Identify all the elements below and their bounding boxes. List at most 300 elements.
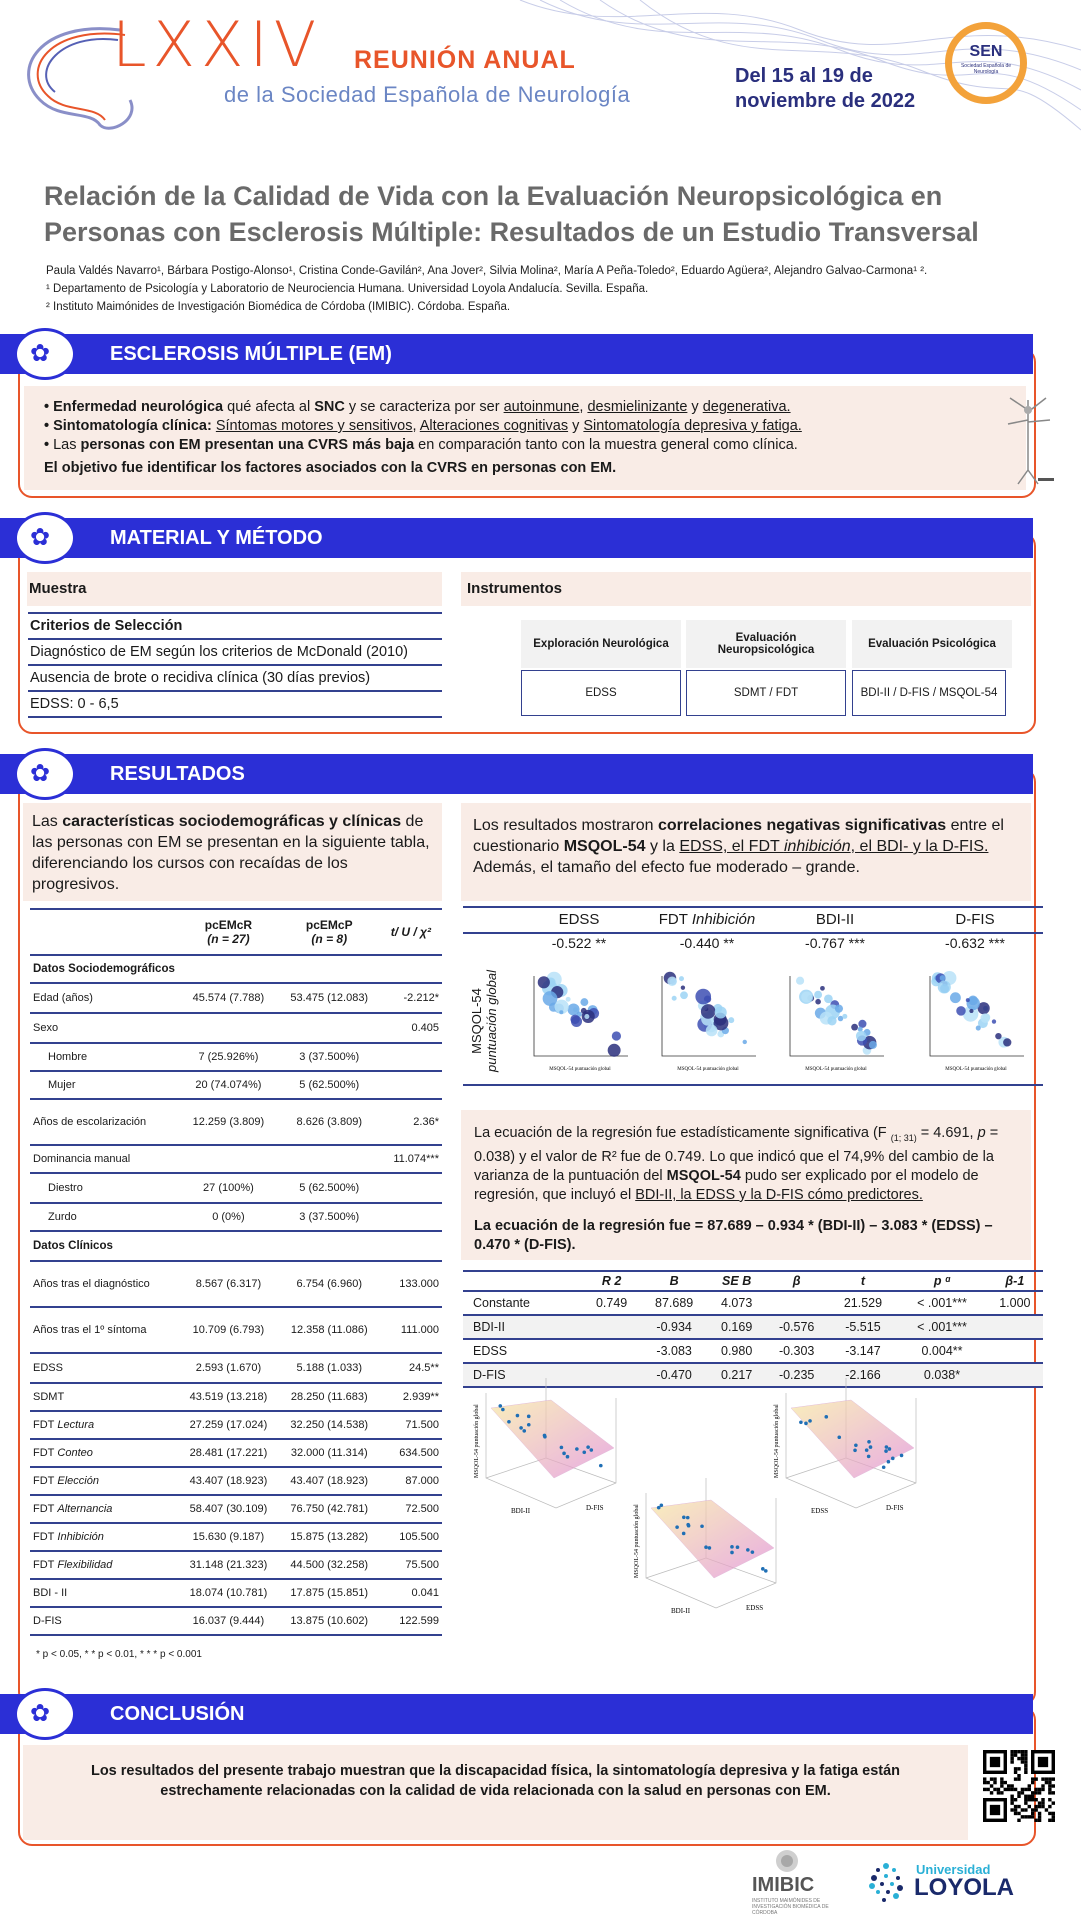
loyola-dot	[896, 1876, 900, 1880]
qr-module	[1010, 1788, 1013, 1791]
reg-table-cell: 1.000	[999, 1296, 1031, 1310]
table-row	[30, 1203, 442, 1231]
qr-module	[1000, 1791, 1003, 1794]
table-cell: 5 (62.500%)	[299, 1182, 360, 1194]
table-row	[30, 1607, 442, 1635]
table-cell: 44.500 (32.258)	[290, 1559, 369, 1571]
reg-table-cell: < .001***	[917, 1320, 967, 1334]
corr-label-edss: EDSS	[558, 911, 600, 928]
plot3d-point	[730, 1545, 734, 1549]
qr-module	[1028, 1788, 1031, 1791]
corr-bottom-line	[463, 1084, 1043, 1086]
reg-table-cell	[987, 1315, 1043, 1339]
table-cell: 0.041	[411, 1587, 439, 1599]
qr-module	[1034, 1791, 1037, 1794]
qr-module	[1045, 1808, 1048, 1811]
table-cell: 7 (25.926%)	[198, 1051, 259, 1063]
qr-module	[1031, 1815, 1034, 1818]
table-cell: 2.36*	[413, 1116, 439, 1128]
plot3d-point	[575, 1447, 579, 1451]
imibic-subtitle: INSTITUTO MAIMÓNIDES DE INVESTIGACIÓN BIOMÉDICA DE CÓRDOBA	[752, 1898, 829, 1916]
sen-logo-text: SEN	[969, 43, 1003, 60]
inst-val-neuro: EDSS	[521, 670, 681, 716]
th-pcemcp-a: pcEMcP	[305, 918, 353, 932]
plot3d-ylabel: EDSS	[746, 1604, 764, 1612]
scatter-point	[571, 1016, 582, 1027]
qr-module	[1021, 1788, 1024, 1791]
scatter-point	[1003, 1038, 1011, 1046]
qr-module	[1038, 1819, 1041, 1822]
qr-module	[1000, 1777, 1003, 1780]
qr-module	[1048, 1777, 1051, 1780]
scatter-plot-3	[930, 971, 1024, 1072]
em-objective: El objetivo fue identificar los factores asociados con la CVRS en personas con EM.	[44, 460, 617, 476]
scatter-point	[559, 1010, 563, 1014]
table-row	[30, 1013, 442, 1043]
demographics-table	[30, 908, 442, 1636]
em-b3-t1: Las	[53, 437, 81, 453]
reg-table-cell: -0.303	[778, 1344, 815, 1358]
reg-header-cell: SE B	[722, 1274, 752, 1288]
scatter-point	[992, 1019, 996, 1023]
qr-module	[1048, 1819, 1051, 1822]
table-row	[30, 1495, 442, 1523]
table-cell: 71.500	[405, 1419, 439, 1431]
qr-module	[1021, 1753, 1024, 1756]
reg-table-cell: -0.576	[778, 1320, 815, 1334]
row-label	[30, 1607, 178, 1635]
scatter-plot-1	[662, 972, 756, 1072]
qr-module	[990, 1777, 993, 1780]
criterio-3: EDSS: 0 - 6,5	[28, 692, 442, 718]
qr-module	[1014, 1777, 1017, 1780]
table-cell	[178, 1145, 279, 1173]
reg-table-cell	[987, 1339, 1043, 1363]
table-cell: 72.500	[405, 1503, 439, 1515]
row-label	[30, 1579, 178, 1607]
qr-module	[1031, 1781, 1034, 1784]
qr-module	[1048, 1781, 1051, 1784]
table-cell: 12.259 (3.809)	[192, 1116, 265, 1128]
em-b2-u1: Síntomas motores y sensitivos	[215, 418, 413, 434]
plot3d-point	[865, 1448, 869, 1452]
table-row	[30, 1099, 442, 1145]
regression-equation: La ecuación de la regresión fue = 87.689 – 0.934 * (BDI-II) – 3.083 * (EDSS) – 0.470 * (D-FIS).	[474, 1217, 993, 1253]
plot3d-point	[704, 1545, 708, 1549]
qr-module	[983, 1777, 986, 1780]
em-bullet-3	[44, 436, 964, 455]
loyola-dot	[871, 1875, 877, 1881]
inst-head-neuropsico: Evaluación Neuropsicológica	[686, 620, 846, 668]
plot3d-point	[887, 1460, 891, 1464]
em-b2-sep2: y	[568, 418, 584, 434]
corr-label-fdt-italic: Inhibición	[691, 911, 756, 928]
table-cell: 27 (100%)	[203, 1182, 254, 1194]
loyola-emblem-icon	[864, 1860, 908, 1904]
corr-ylabel	[438, 970, 530, 1072]
qr-module	[993, 1781, 996, 1784]
row-label	[30, 1173, 178, 1203]
plot3d-point	[854, 1444, 858, 1448]
reg-table-body	[463, 1291, 1043, 1387]
qr-module	[1041, 1798, 1044, 1801]
criterio-2: Ausencia de brote o recidiva clínica (30 días previos)	[28, 666, 442, 692]
table-cell: 2.593 (1.670)	[195, 1362, 262, 1374]
qr-module	[1034, 1819, 1037, 1822]
table-row	[30, 1071, 442, 1099]
inst-head-psico: Evaluación Psicológica	[852, 620, 1012, 668]
rr-u2: , el BDI- y la D-FIS.	[850, 838, 989, 855]
scatter-point	[814, 991, 822, 999]
plot3d-point	[682, 1515, 686, 1519]
row-label	[30, 1261, 178, 1307]
qr-module	[983, 1781, 986, 1784]
table-cell: 12.358 (11.086)	[290, 1324, 368, 1336]
table-cell: 0.405	[411, 1022, 439, 1034]
table-cell	[178, 1013, 279, 1043]
table-cell	[380, 1071, 442, 1099]
reg-header-cell: p ᵅ	[933, 1274, 951, 1288]
row-label-text: Dominancia manual	[33, 1153, 131, 1165]
scatter-point	[851, 1024, 858, 1031]
scatter-point	[820, 986, 825, 991]
table-cell: 32.000 (11.314)	[290, 1447, 368, 1459]
scatter-point	[584, 1014, 589, 1019]
table-cell: 75.500	[405, 1559, 439, 1571]
qr-module	[1028, 1784, 1031, 1787]
row-label	[30, 1145, 178, 1173]
qr-module	[1028, 1798, 1031, 1801]
qr-module	[1014, 1767, 1017, 1770]
qr-finder	[990, 1757, 1000, 1767]
table-cell: 15.875 (13.282)	[290, 1531, 369, 1543]
qr-module	[1034, 1798, 1037, 1801]
loyola-dot	[882, 1898, 886, 1902]
plot3d-point	[586, 1445, 590, 1449]
reg-table-cell: -0.470	[656, 1368, 692, 1382]
plot3d-point	[746, 1548, 750, 1552]
regression-plane	[491, 1400, 614, 1478]
qr-module	[1004, 1788, 1007, 1791]
table-cell: 8.626 (3.809)	[296, 1116, 362, 1128]
table-cell: 28.481 (17.221)	[189, 1447, 268, 1459]
qr-module	[986, 1781, 989, 1784]
plot3d-point	[700, 1524, 704, 1528]
em-b1-t2: y se caracteriza por ser	[344, 399, 504, 415]
qr-module	[1045, 1781, 1048, 1784]
reg-p1bold: MSQOL-54	[666, 1167, 741, 1184]
qr-module	[1031, 1798, 1034, 1801]
qr-module	[1028, 1795, 1031, 1798]
qr-module	[1034, 1788, 1037, 1791]
plot3d-point	[522, 1429, 526, 1433]
row-label-text: Hombre	[48, 1051, 88, 1063]
loyola-dot	[884, 1874, 888, 1878]
scatter-point	[695, 989, 711, 1005]
reg-table-cell: 0.749	[595, 1296, 628, 1310]
table-cell: 24.5**	[409, 1362, 439, 1374]
regression-text	[461, 1110, 1031, 1260]
qr-module	[1048, 1805, 1051, 1808]
rr-t1: Los resultados mostraron	[473, 817, 658, 834]
em-bullet-2	[44, 417, 964, 436]
plot3d-point	[501, 1408, 505, 1412]
conclusion-text: Los resultados del presente trabajo muestran que la discapacidad física, la sintomatología depresiva y la fatiga están estrechamente relacionadas con la calidad de vida relacionada con la salud en personas con EM.	[23, 1745, 968, 1840]
reg-p1d: pudo ser explicado por el modelo de regresión, que incluyó el	[474, 1167, 979, 1203]
table-row	[30, 1043, 442, 1071]
row-label	[30, 1203, 178, 1231]
qr-module	[1028, 1805, 1031, 1808]
meeting-dates	[735, 64, 945, 114]
plot3d-point	[751, 1550, 755, 1554]
table-cell: 43.407 (18.923)	[189, 1475, 268, 1487]
loyola-dot	[892, 1868, 896, 1872]
rr-b1: correlaciones negativas significativas	[657, 817, 947, 834]
em-b3-bold: personas con EM presentan una CVRS más baja	[80, 437, 415, 453]
em-b1-u3: degenerativa.	[702, 399, 791, 415]
qr-module	[1052, 1777, 1055, 1780]
table-cell: 76.750 (42.781)	[290, 1503, 369, 1515]
inst-head-neuro: Exploración Neurológica	[521, 620, 681, 668]
scatter-point	[566, 997, 571, 1002]
plot3d-point	[527, 1415, 531, 1419]
row-label-text: Edad (años)	[33, 992, 93, 1004]
qr-module	[1031, 1795, 1034, 1798]
scatter-point	[980, 1013, 990, 1023]
table-cell: 5.188 (1.033)	[296, 1362, 362, 1374]
dates-line1: Del 15 al 19 de	[735, 65, 873, 87]
reg-header-cell: R 2	[601, 1274, 622, 1288]
plot3d-point	[590, 1448, 594, 1452]
qr-module	[1038, 1812, 1041, 1815]
sen-logo	[945, 22, 1027, 104]
plot3d-point	[837, 1435, 841, 1439]
row-label	[30, 1013, 178, 1043]
authors-block	[46, 262, 1056, 316]
row-label	[30, 1043, 178, 1071]
qr-module	[1041, 1805, 1044, 1808]
corr-value-dfis: -0.632 ***	[945, 935, 1005, 951]
qr-module	[1024, 1753, 1027, 1756]
plot3d-zlabel: MSQOL-54 puntuación global	[474, 1404, 480, 1478]
table-cell	[279, 1145, 380, 1173]
qr-module	[1010, 1750, 1013, 1753]
plot3d-point	[761, 1567, 765, 1571]
th-pcemcr-a: pcEMcR	[204, 918, 253, 932]
qr-module	[1010, 1757, 1013, 1760]
corr-top-line	[463, 906, 1043, 908]
qr-module	[1045, 1777, 1048, 1780]
scatter-point	[827, 1016, 836, 1025]
table-cell: 10.709 (6.793)	[192, 1324, 265, 1336]
table-cell: 0 (0%)	[212, 1211, 245, 1223]
fdt-subscale: Inhibición	[57, 1531, 104, 1543]
reg-table-header	[463, 1271, 1043, 1291]
qr-finder	[1038, 1757, 1048, 1767]
loyola-dot	[886, 1890, 890, 1894]
qr-module	[1021, 1808, 1024, 1811]
inst-val-neuropsico: SDMT / FDT	[686, 670, 846, 716]
table-cell: 43.519 (13.218)	[189, 1391, 268, 1403]
qr-module	[1052, 1791, 1055, 1794]
qr-module	[1017, 1767, 1020, 1770]
table-cell: 87.000	[405, 1475, 439, 1487]
plot3d-point	[824, 1415, 828, 1419]
table-cell: 20 (74.074%)	[195, 1079, 262, 1091]
table-row	[30, 1145, 442, 1173]
qr-module	[1021, 1750, 1024, 1753]
plot3d-xlabel: EDSS	[811, 1507, 829, 1515]
scatter-point	[568, 1003, 580, 1015]
plot3d-point	[867, 1440, 871, 1444]
muestra-header: Muestra	[27, 572, 442, 606]
plot3d-2	[634, 1478, 776, 1615]
qr-module	[1024, 1801, 1027, 1804]
poster-title: Relación de la Calidad de Vida con la Evaluación Neuropsicológica en Personas con Esclerosis Múltiple: Resultados de un Estudio Transversal	[44, 181, 979, 247]
table-row	[30, 1439, 442, 1467]
reg-p1sub: (1; 31)	[890, 1132, 917, 1143]
qr-module	[997, 1791, 1000, 1794]
row-label-text: D-FIS	[33, 1615, 62, 1627]
table-cell	[380, 1203, 442, 1231]
em-b3-t2: en comparación tanto con la muestra general como clínica.	[414, 437, 798, 453]
scatter-point	[815, 999, 821, 1005]
loyola-dot	[876, 1890, 880, 1894]
plot3d-point	[562, 1452, 566, 1456]
th-stat: t/ U / χ²	[390, 925, 431, 939]
reg-table-row	[463, 1291, 1043, 1315]
qr-module	[1034, 1805, 1037, 1808]
scatter-point	[938, 980, 951, 993]
qr-module	[1052, 1784, 1055, 1787]
table-cell: 111.000	[400, 1324, 439, 1336]
plot3d-point	[869, 1445, 873, 1449]
results-intro-right	[461, 803, 1031, 901]
results-intro-left	[23, 803, 442, 901]
em-b2-bold: Sintomatología clínica:	[53, 418, 212, 434]
reg-table-cell: 0.980	[721, 1344, 753, 1358]
scatter-plot-2	[790, 976, 884, 1072]
table-row	[30, 1261, 442, 1307]
brain-icon: ✿	[14, 1688, 76, 1740]
qr-module	[1014, 1808, 1017, 1811]
qr-module	[1017, 1805, 1020, 1808]
scatter-point	[543, 991, 558, 1006]
table-cell: 28.250 (11.683)	[290, 1391, 368, 1403]
qr-module	[1052, 1812, 1055, 1815]
criterios-header: Criterios de Selección	[28, 614, 442, 640]
scatter-point	[966, 998, 970, 1002]
qr-module	[1038, 1815, 1041, 1818]
plot3d-xlabel: BDI-II	[671, 1607, 691, 1615]
scatter-point	[976, 1025, 981, 1030]
reg-header-cell: B	[669, 1274, 679, 1288]
qr-module	[993, 1788, 996, 1791]
demographics-table-body	[30, 955, 442, 1635]
table-cell: 133.000	[399, 1278, 439, 1290]
reg-table-cell: D-FIS	[473, 1368, 506, 1382]
qr-module	[1014, 1771, 1017, 1774]
row-label-text: FDT	[33, 1531, 55, 1543]
affiliation-2: ² Instituto Maimónides de Investigación Biomédica de Córdoba (IMIBIC). Córdoba. España.	[46, 301, 511, 313]
qr-module	[1024, 1760, 1027, 1763]
qr-module	[1010, 1784, 1013, 1787]
em-b2-u3: Sintomatología depresiva y fatiga.	[583, 418, 802, 434]
table-row	[30, 1411, 442, 1439]
plot3d-point	[516, 1414, 520, 1418]
scatter-point	[612, 1031, 621, 1040]
plot3d-point	[882, 1465, 886, 1469]
table-cell: 18.074 (10.781)	[189, 1587, 268, 1599]
section-em-header: ESCLEROSIS MÚLTIPLE (EM)	[0, 334, 1033, 374]
qr-module	[1031, 1791, 1034, 1794]
plot3d-point	[682, 1532, 686, 1536]
qr-module	[1004, 1781, 1007, 1784]
qr-module	[1021, 1760, 1024, 1763]
rl-b1: características sociodemográficas y clínicas	[62, 813, 402, 830]
em-b2-u2: Alteraciones cognitivas	[419, 418, 569, 434]
table-cell: 31.148 (21.323)	[189, 1559, 268, 1571]
plot3d-point	[582, 1450, 586, 1454]
qr-module	[990, 1784, 993, 1787]
reg-table-cell: -0.235	[778, 1368, 815, 1382]
qr-module	[1048, 1784, 1051, 1787]
regression-paragraph	[474, 1124, 1018, 1205]
qr-module	[1031, 1812, 1034, 1815]
qr-module	[1000, 1784, 1003, 1787]
table-cell: 105.500	[399, 1531, 439, 1543]
qr-module	[1010, 1801, 1013, 1804]
row-label-text: FDT	[33, 1503, 55, 1515]
qr-module	[1021, 1791, 1024, 1794]
table-cell: -2.212*	[403, 992, 439, 1004]
reg-table-cell	[583, 1315, 639, 1339]
plot3d-point	[885, 1445, 889, 1449]
table-row	[30, 1307, 442, 1353]
reg-table-cell: 0.004**	[921, 1344, 963, 1358]
table-header-row	[30, 909, 442, 955]
row-label-text: FDT	[33, 1447, 55, 1459]
table-cell: 17.875 (15.851)	[290, 1587, 369, 1599]
row-label-text: EDSS	[33, 1362, 63, 1374]
qr-module	[1021, 1757, 1024, 1760]
reg-p1: La ecuación de la regresión fue estadísticamente significativa (F	[474, 1125, 891, 1141]
th-pcemcp	[279, 909, 380, 955]
row-label	[30, 1099, 178, 1145]
rr-t4: Además, el tamaño del efecto fue moderado – grande.	[473, 859, 860, 876]
table-cell: 27.259 (17.024)	[189, 1419, 268, 1431]
plot3d-point	[884, 1449, 888, 1453]
loyola-top-text: Universidad	[916, 1862, 991, 1877]
qr-module	[1017, 1757, 1020, 1760]
row-label-text: Años tras el diagnóstico	[33, 1278, 150, 1290]
scatter-point	[969, 1009, 973, 1013]
qr-module	[1041, 1801, 1044, 1804]
qr-module	[1024, 1798, 1027, 1801]
imibic-emblem-icon	[772, 1848, 802, 1874]
reg-header-cell: β	[792, 1274, 801, 1288]
qr-finder	[990, 1805, 1000, 1815]
table-cell: 13.875 (10.602)	[290, 1615, 369, 1627]
em-b1-snc: SNC	[314, 399, 345, 415]
corr-label-fdt	[647, 911, 767, 928]
qr-module	[1041, 1788, 1044, 1791]
brain-icon: ✿	[14, 328, 76, 380]
th-pcemcr-b: (n = 27)	[207, 932, 250, 946]
table-section-label: Datos Clínicos	[33, 1240, 113, 1252]
row-label-text: Años de escolarización	[33, 1116, 147, 1128]
qr-module	[997, 1788, 1000, 1791]
